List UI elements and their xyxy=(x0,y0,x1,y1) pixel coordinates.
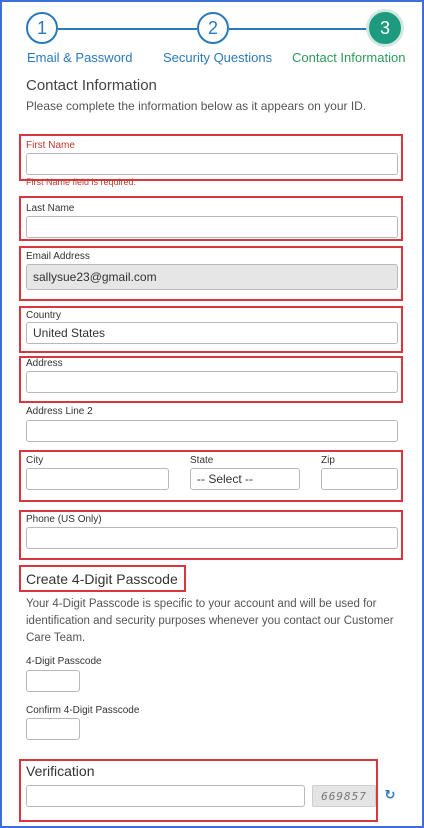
state-label: State xyxy=(190,455,214,466)
step-3-label: Contact Information xyxy=(292,50,406,65)
section-intro: Please complete the information below as it appears on your ID. xyxy=(26,99,367,113)
passcode-description: Your 4-Digit Passcode is specific to your account and will be used for identification and security purposes whenever you contact our Customer Care Team. xyxy=(26,598,394,644)
phone-input[interactable] xyxy=(26,527,398,549)
address-line-2-input[interactable] xyxy=(26,420,398,442)
verification-title: Verification xyxy=(26,763,95,779)
first-name-input[interactable] xyxy=(26,153,398,175)
address-label: Address xyxy=(26,358,63,369)
step-1-label[interactable]: Email & Password xyxy=(27,50,133,65)
last-name-input[interactable] xyxy=(26,216,398,238)
email-label: Email Address xyxy=(26,251,90,262)
progress-stepper xyxy=(0,0,424,70)
passcode-input[interactable] xyxy=(26,670,80,692)
verification-input[interactable] xyxy=(26,785,305,807)
passcode-label: 4-Digit Passcode xyxy=(26,656,102,667)
country-label: Country xyxy=(26,310,62,321)
confirm-passcode-label: Confirm 4-Digit Passcode xyxy=(26,705,140,716)
phone-label: Phone (US Only) xyxy=(26,514,102,525)
passcode-title: Create 4-Digit Passcode xyxy=(26,571,178,587)
step-connector xyxy=(58,28,197,30)
address-line-2-label: Address Line 2 xyxy=(26,406,93,417)
city-label: City xyxy=(26,455,44,466)
zip-input[interactable] xyxy=(321,468,398,490)
step-2-label[interactable]: Security Questions xyxy=(163,50,273,65)
step-2-circle[interactable]: 2 xyxy=(197,12,229,44)
address-input[interactable] xyxy=(26,371,398,393)
first-name-label: First Name xyxy=(26,140,75,151)
step-3-circle: 3 xyxy=(369,12,401,44)
confirm-passcode-input[interactable] xyxy=(26,718,80,740)
country-input[interactable] xyxy=(26,322,398,344)
step-1-circle[interactable]: 1 xyxy=(26,12,58,44)
captcha-image: 669857 xyxy=(312,785,376,807)
zip-label: Zip xyxy=(321,455,335,466)
first-name-error: First Name field is required. xyxy=(26,177,137,187)
email-input xyxy=(26,264,398,290)
refresh-icon[interactable]: ↻ xyxy=(384,787,396,802)
state-select[interactable]: -- Select -- xyxy=(190,468,300,490)
last-name-label: Last Name xyxy=(26,203,75,214)
section-title: Contact Information xyxy=(26,77,157,94)
city-input[interactable] xyxy=(26,468,169,490)
step-connector xyxy=(229,28,369,30)
